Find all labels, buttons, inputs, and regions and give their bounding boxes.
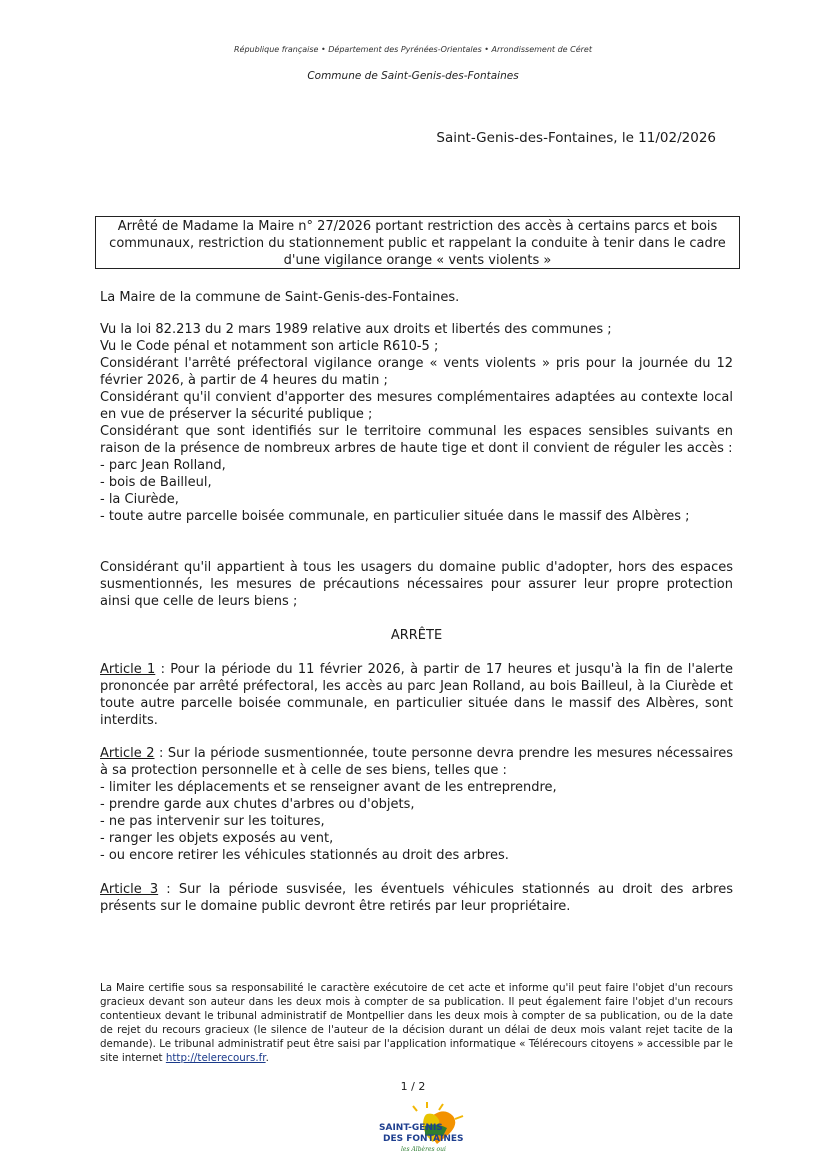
visa-item: Considérant qu'il convient d'apporter des mesures complémentaires adaptées au contexte local en vue de préserver la sécurité publique ;: [100, 390, 733, 422]
decree-title-box: Arrêté de Madame la Maire n° 27/2026 portant restriction des accès à certains parcs et bois communaux, restriction du stationnement public et rappelant la conduite à tenir dans le cadre d'une vigilance orange « vents violents »: [95, 216, 740, 269]
logo-sun-heart-icon: [375, 1100, 475, 1155]
header-commune-name: Commune de Saint-Genis-des-Fontaines: [307, 70, 519, 82]
visa-item: - toute autre parcelle boisée communale, en particulier située dans le massif des Albères ;: [100, 509, 690, 524]
visa-item: Considérant que sont identifiés sur le territoire communal les espaces sensibles suivants en raison de la présence de nombreux arbres de haute tige et dont il convient de réguler les accès :: [100, 424, 733, 456]
svg-text:DES FONTAINES: DES FONTAINES: [383, 1134, 464, 1144]
visa-item: - la Ciurède,: [100, 492, 179, 507]
legal-notice: [100, 981, 733, 1065]
article-text: : Pour la période du 11 février 2026, à partir de 17 heures et jusqu'à la fin de l'alerte prononcée par arrêté préfectoral, les accès au parc Jean Rolland, au bois Bailleul, à la Ciurède et toute autre parcelle boisée communale, en particulier située dans le massif des Albères, sont interdits.: [100, 662, 733, 728]
visa-item: Vu la loi 82.213 du 2 mars 1989 relative aux droits et libertés des communes ;: [100, 322, 612, 337]
article-item: - limiter les déplacements et se renseigner avant de les entreprendre,: [100, 780, 557, 795]
article-label: Article 2: [100, 746, 155, 761]
commune-logo: [375, 1100, 475, 1155]
svg-text:SAINT-GENIS: SAINT-GENIS: [379, 1123, 443, 1133]
article-item: - ou encore retirer les véhicules stationnés au droit des arbres.: [100, 848, 509, 863]
article-item: - ranger les objets exposés au vent,: [100, 831, 334, 846]
article-item: - ne pas intervenir sur les toitures,: [100, 814, 325, 829]
article-2: [100, 745, 733, 864]
visa-item: Vu le Code pénal et notamment son article R610-5 ;: [100, 339, 439, 354]
article-label: Article 1: [100, 662, 156, 677]
legal-notice-end: .: [265, 1052, 269, 1064]
visa-item: - bois de Bailleul,: [100, 475, 212, 490]
article-3: [100, 881, 733, 915]
visa-item: Considérant l'arrêté préfectoral vigilance orange « vents violents » pris pour la journée du 12 février 2026, à partir de 4 heures du matin ;: [100, 356, 733, 388]
visas-list: [100, 321, 733, 525]
article-item: - prendre garde aux chutes d'arbres ou d'objets,: [100, 797, 415, 812]
date-line: Saint-Genis-des-Fontaines, le 11/02/2026: [436, 130, 716, 146]
intro-text: La Maire de la commune de Saint-Genis-des-Fontaines.: [100, 290, 460, 305]
intro: [100, 289, 733, 306]
article-text: : Sur la période susvisée, les éventuels véhicules stationnés au droit des arbres présents sur le domaine public devront être retirés par leur propriétaire.: [100, 882, 734, 914]
page-number: 1 / 2: [400, 1080, 426, 1093]
legal-notice-text: La Maire certifie sous sa responsabilité le caractère exécutoire de cet acte et informe qu'il peut faire l'objet d'un recours gracieux devant son auteur dans les deux mois à compter de sa publication. Il peut également faire l'objet d'un recours contentieux devant le tribunal administratif de Montpellier dans les deux mois à compter de sa publication, ou de la date de rejet du recours gracieux (le silence de l'auteur de la décision durant un délai de deux mois valant rejet tacite de la demande). Le tribunal administratif peut être saisi par l'application informatique « Télérecours citoyens » accessible par le site internet: [100, 982, 733, 1064]
telerecours-link[interactable]: http://telerecours.fr: [165, 1052, 266, 1064]
article-1: [100, 661, 733, 729]
article-label: Article 3: [100, 882, 159, 897]
considerant-final-text: Considérant qu'il appartient à tous les usagers du domaine public d'adopter, hors des espaces susmentionnés, les mesures de précautions nécessaires pour assurer leur propre protection ainsi que celle de leurs biens ;: [100, 560, 733, 609]
arrete-heading: ARRÊTE: [390, 628, 443, 643]
considerant-final: [100, 559, 733, 610]
visa-item: - parc Jean Rolland,: [100, 458, 226, 473]
svg-text:les Albères oui: les Albères oui: [401, 1146, 446, 1153]
article-text: : Sur la période susmentionnée, toute personne devra prendre les mesures nécessaires à sa protection personnelle et à celle de ses biens, telles que :: [100, 746, 733, 778]
header-administrative-line: République française • Département des Pyrénées-Orientales • Arrondissement de Céret: [234, 45, 592, 54]
